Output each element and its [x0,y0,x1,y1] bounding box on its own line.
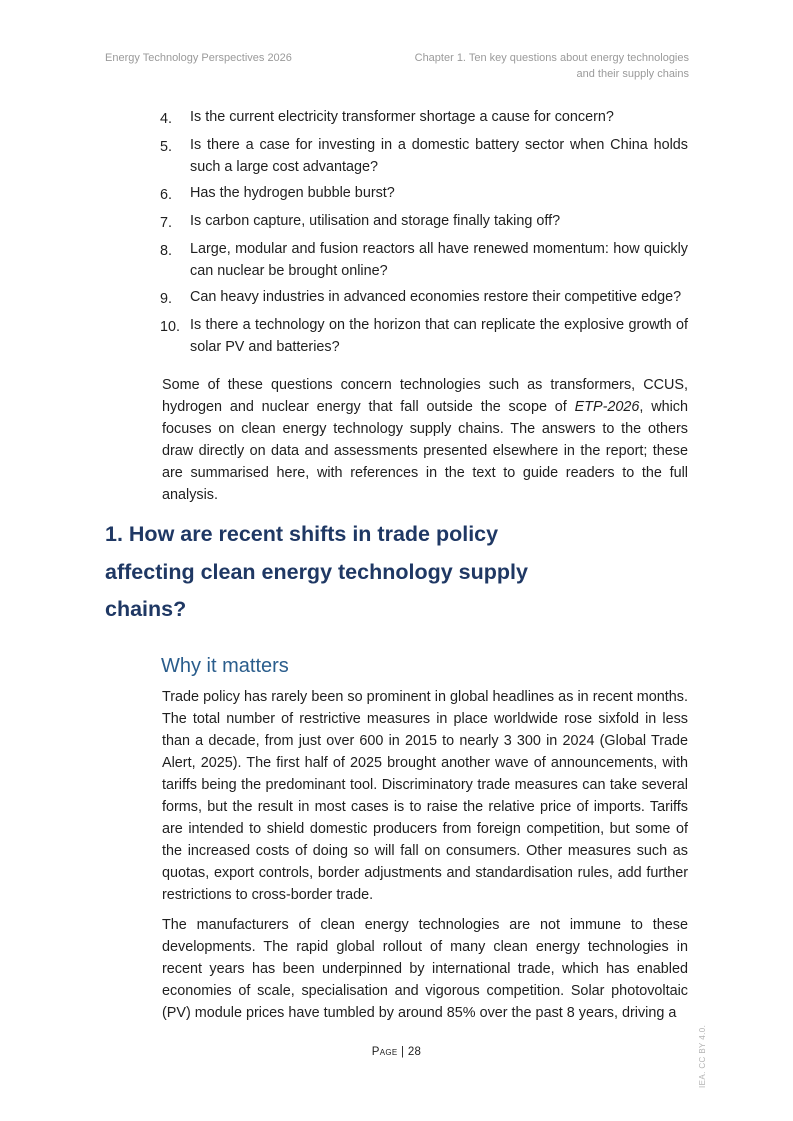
header-chapter-title [415,50,689,82]
question-number: 4. [160,111,173,127]
question-list [160,106,688,362]
list-item [160,182,688,206]
list-item [160,106,688,130]
header-report-title: Energy Technology Perspectives 2026 [105,52,292,64]
intro-text-before: Some of these questions concern technologies such as transformers, CCUS, hydrogen and nuclear energy that fall outside the scope of [162,377,688,415]
question-number: 6. [160,187,173,203]
question-text: Has the hydrogen bubble burst? [190,185,395,201]
intro-paragraph [162,374,688,506]
list-item [160,134,688,178]
section-subheading: Why it matters [161,655,289,677]
paragraph-manufacturers: The manufacturers of clean energy technologies are not immune to these developments. The rapid global rollout of many clean energy technologies in recent years has been underpinned by international trade, which has enabled economies of scale, specialisation and vigorous competition. Solar photovoltaic (PV) module prices have tumbled by around 85% over the past 8 years, driving a [162,917,688,1021]
question-number: 5. [160,139,173,155]
list-item [160,286,688,310]
question-number: 7. [160,215,173,231]
list-item [160,314,688,358]
section-title: 1. How are recent shifts in trade policy affecting clean energy technology supply chains? [105,522,528,621]
intro-text-after: , which focuses on clean energy technology supply chains. The answers to the others draw directly on data and assessments presented elsewhere in the report; these are summarised here, with references in the text to guide readers to the full analysis. [162,399,688,503]
question-text: Can heavy industries in advanced economies restore their competitive edge? [190,289,682,305]
license-note: IEA. CC BY 4.0. [698,1024,707,1088]
question-text: Is there a case for investing in a domestic battery sector when China holds such a large cost advantage? [190,137,688,175]
header-chapter-line1: Chapter 1. Ten key questions about energy technologies [414,52,689,64]
page-number: Page | 28 [371,1046,422,1058]
paragraph-trade-policy: Trade policy has rarely been so prominent in global headlines as in recent months. The total number of restrictive measures in place worldwide rose sixfold in less than a decade, from just over 600 in 2015 to nearly 3 300 in 2024 (Global Trade Alert, 2025). The first half of 2025 brought another wave of announcements, with tariffs being the predominant tool. Discriminatory trade measures can take several forms, but the result in most cases is to raise the relative price of imports. Tariffs are intended to shield domestic producers from foreign competition, but some of the increased costs of doing so will fall on consumers. Other measures such as quotas, export controls, border adjustments and standardisation rules, add further restrictions to cross-border trade. [162,689,688,903]
list-item [160,238,688,282]
question-text: Large, modular and fusion reactors all have renewed momentum: how quickly can nuclear be brought online? [190,241,688,279]
question-number: 8. [160,243,173,259]
question-text: Is carbon capture, utilisation and storage finally taking off? [190,213,561,229]
question-text: Is the current electricity transformer shortage a cause for concern? [190,109,614,125]
question-text: Is there a technology on the horizon that can replicate the explosive growth of solar PV and batteries? [190,317,688,355]
page-header [105,50,689,82]
question-number: 9. [160,291,173,307]
list-item [160,210,688,234]
report-name-italic: ETP-2026 [574,399,640,415]
header-chapter-line2: and their supply chains [576,68,689,80]
question-number: 10. [160,319,181,335]
